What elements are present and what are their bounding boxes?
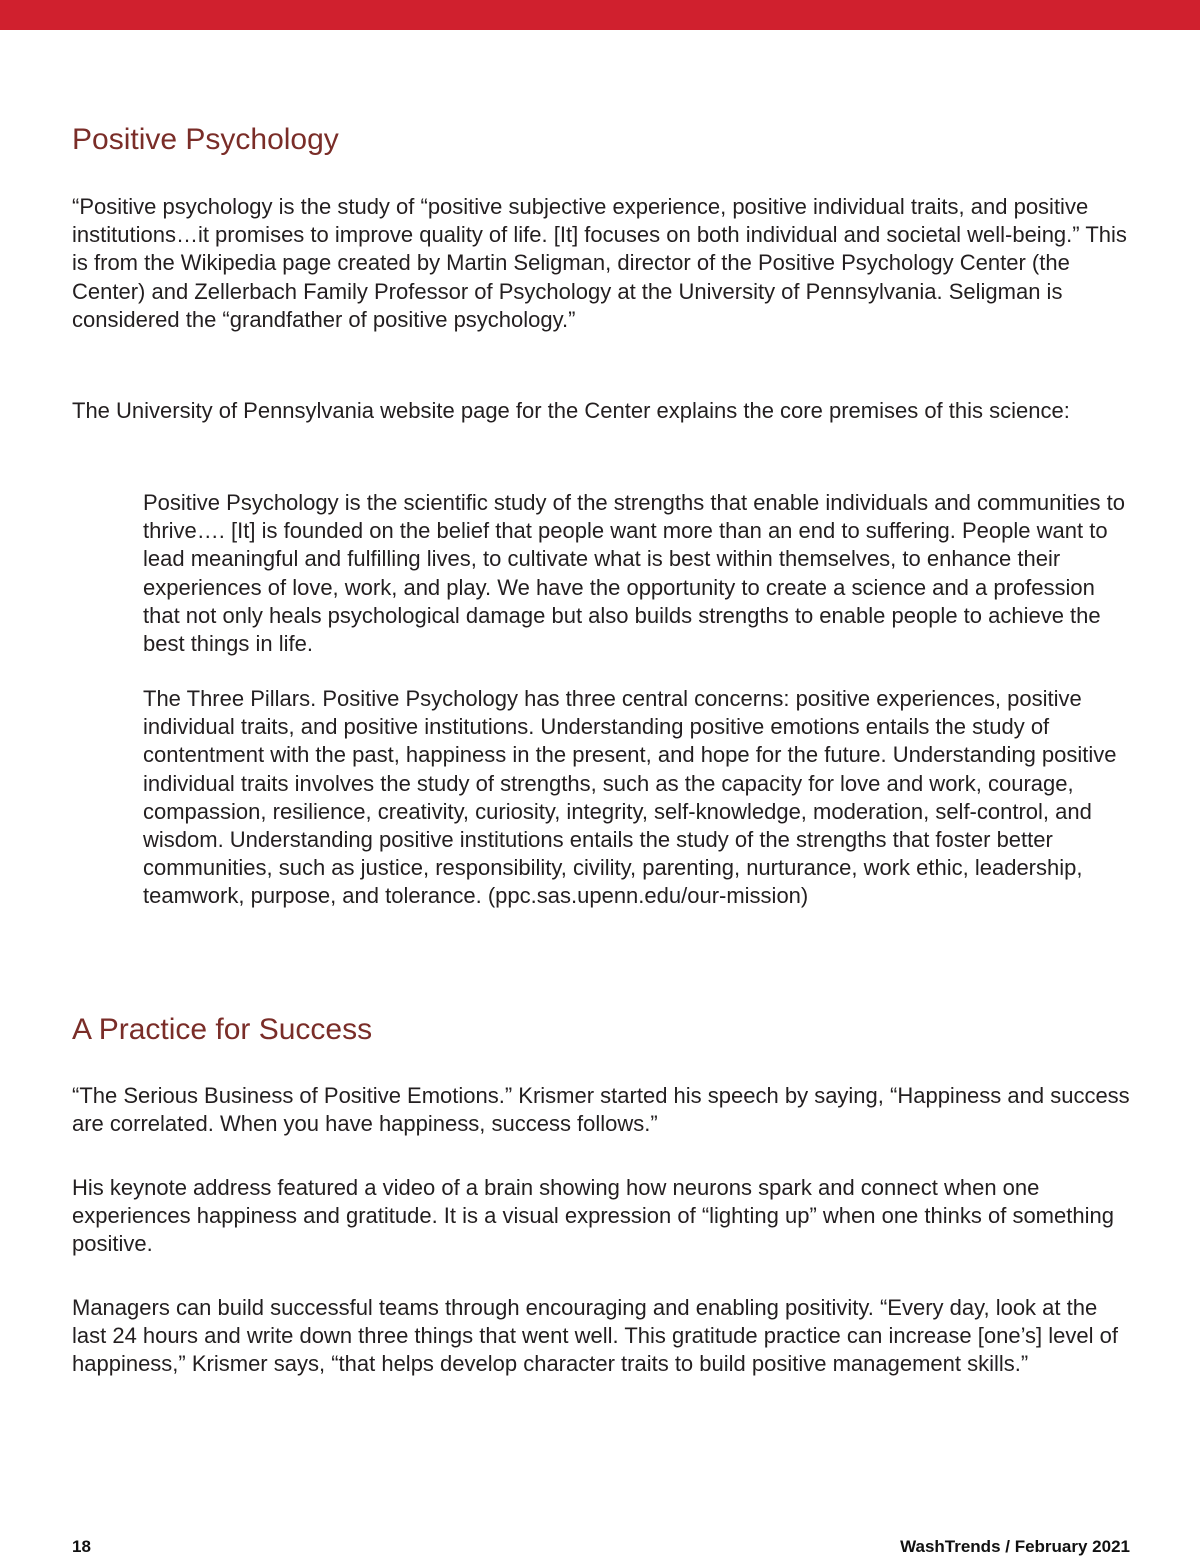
success-paragraph-2: His keynote address featured a video of a brain showing how neurons spark and connect when one experiences happiness and gratitude. It is a visual expression of “lighting up” when one thinks of something positive. — [72, 1175, 1114, 1257]
blockquote-paragraph-2: The Three Pillars. Positive Psychology has three central concerns: positive experiences, positive individual traits, and positive institutions. Understanding positive emotions entails the study of contentment with the past, happiness in the present, and hope for the future. Understanding positive individual traits involves the study of strengths, such as the capacity for love and work, courage, compassion, resilience, creativity, curiosity, integrity, self-knowledge, moderation, self-control, and wisdom. Understanding positive institutions entails the study of the strengths that foster better communities, such as justice, responsibility, civility, parenting, nurturance, work ethic, leadership, teamwork, purpose, and tolerance. (ppc.sas.upenn.edu/our-mission) — [143, 686, 1117, 909]
publication-footer: WashTrends / February 2021 — [900, 1537, 1130, 1556]
success-paragraph-1: “The Serious Business of Positive Emotions.” Krismer started his speech by saying, “Happiness and success are correlated. When you have happiness, success follows.” — [72, 1083, 1130, 1137]
page-number: 18 — [72, 1537, 91, 1556]
blockquote-paragraph-1: Positive Psychology is the scientific study of the strengths that enable individuals and communities to thrive…. [It] is founded on the belief that people want more than an end to suffering. People want to lead meaningful and fulfilling lives, to cultivate what is best within themselves, to enhance their experiences of love, work, and play. We have the opportunity to create a science and a profession that not only heals psychological damage but also builds strengths to enable people to achieve the best things in life. — [143, 490, 1125, 657]
intro-paragraph: “Positive psychology is the study of “positive subjective experience, positive individual traits, and positive institutions…it promises to improve quality of life. [It] focuses on both individual and societal well-being.” This is from the Wikipedia page created by Martin Seligman, director of the Positive Psychology Center (the Center) and Zellerbach Family Professor of Psychology at the University of Pennsylvania. Seligman is considered the “grandfather of positive psychology.” — [72, 194, 1127, 332]
section-heading-practice-for-success: A Practice for Success — [72, 1013, 373, 1046]
section-heading-positive-psychology: Positive Psychology — [72, 123, 339, 156]
top-accent-bar — [0, 0, 1200, 30]
penn-paragraph: The University of Pennsylvania website page for the Center explains the core premises of this science: — [72, 398, 1070, 423]
success-paragraph-3: Managers can build successful teams through encouraging and enabling positivity. “Every day, look at the last 24 hours and write down three things that went well. This gratitude practice can increase [one’s] level of happiness,” Krismer says, “that helps develop character traits to build positive management skills.” — [72, 1295, 1118, 1377]
